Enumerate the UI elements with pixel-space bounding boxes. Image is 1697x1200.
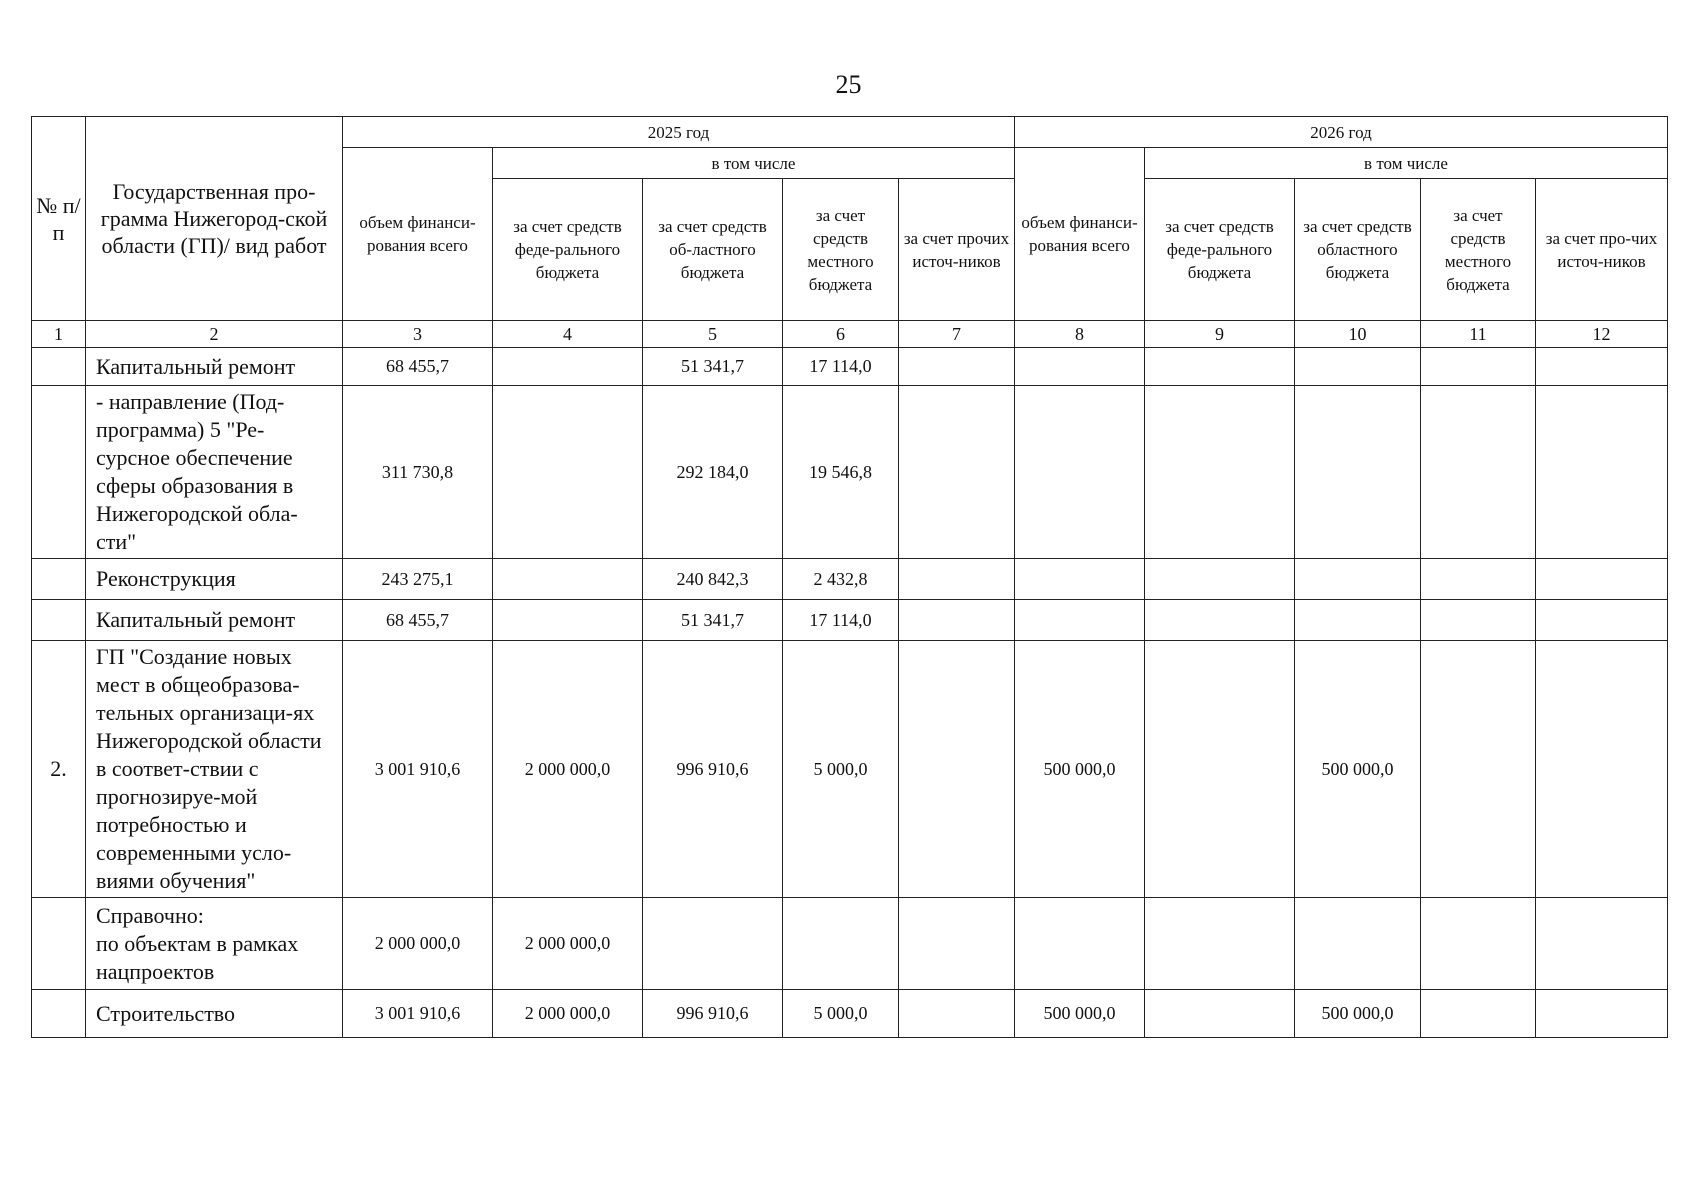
value-cell-c4: 2 000 000,0: [493, 990, 643, 1038]
value-cell-c5: 240 842,3: [643, 559, 783, 600]
value-cell-c10: [1295, 348, 1421, 386]
row-number-cell: 2.: [32, 641, 86, 898]
value-cell-c11: [1421, 559, 1536, 600]
value-cell-c3: 2 000 000,0: [343, 898, 493, 990]
header-federal-2026: за счет средств феде-рального бюджета: [1145, 179, 1295, 321]
header-local-2026: за счет средств местного бюджета: [1421, 179, 1536, 321]
value-cell-c10: 500 000,0: [1295, 990, 1421, 1038]
value-cell-c4: [493, 386, 643, 559]
value-cell-c4: 2 000 000,0: [493, 898, 643, 990]
value-cell-c3: 68 455,7: [343, 600, 493, 641]
value-cell-c12: [1536, 898, 1668, 990]
row-number-cell: [32, 898, 86, 990]
value-cell-c8: [1015, 898, 1145, 990]
value-cell-c7: [899, 559, 1015, 600]
column-number: 11: [1421, 321, 1536, 348]
value-cell-c6: 5 000,0: [783, 990, 899, 1038]
column-number: 9: [1145, 321, 1295, 348]
header-including-2025: в том числе: [493, 148, 1015, 179]
value-cell-c9: [1145, 600, 1295, 641]
table-row: [32, 990, 1668, 1038]
header-num: № п/п: [32, 117, 86, 321]
value-cell-c12: [1536, 348, 1668, 386]
value-cell-c10: [1295, 559, 1421, 600]
value-cell-c6: 19 546,8: [783, 386, 899, 559]
value-cell-c9: [1145, 348, 1295, 386]
value-cell-c5: 51 341,7: [643, 348, 783, 386]
value-cell-c10: [1295, 386, 1421, 559]
budget-table-container: [31, 116, 1668, 1038]
value-cell-c7: [899, 600, 1015, 641]
row-name-cell: Справочно: по объектам в рамках нацпроектов: [86, 898, 343, 990]
value-cell-c7: [899, 641, 1015, 898]
value-cell-c8: [1015, 559, 1145, 600]
value-cell-c7: [899, 386, 1015, 559]
value-cell-c5: 996 910,6: [643, 990, 783, 1038]
value-cell-c6: 2 432,8: [783, 559, 899, 600]
header-regional-2025: за счет средств об-ластного бюджета: [643, 179, 783, 321]
value-cell-c10: 500 000,0: [1295, 641, 1421, 898]
value-cell-c3: 68 455,7: [343, 348, 493, 386]
value-cell-c4: [493, 559, 643, 600]
value-cell-c6: 17 114,0: [783, 600, 899, 641]
value-cell-c12: [1536, 990, 1668, 1038]
column-number: 8: [1015, 321, 1145, 348]
value-cell-c3: 3 001 910,6: [343, 641, 493, 898]
column-number: 2: [86, 321, 343, 348]
value-cell-c11: [1421, 990, 1536, 1038]
column-number: 7: [899, 321, 1015, 348]
value-cell-c8: [1015, 600, 1145, 641]
value-cell-c9: [1145, 386, 1295, 559]
value-cell-c12: [1536, 559, 1668, 600]
value-cell-c5: [643, 898, 783, 990]
header-federal-2025: за счет средств феде-рального бюджета: [493, 179, 643, 321]
value-cell-c9: [1145, 898, 1295, 990]
budget-table: [31, 116, 1668, 1038]
value-cell-c12: [1536, 641, 1668, 898]
value-cell-c5: 51 341,7: [643, 600, 783, 641]
value-cell-c10: [1295, 600, 1421, 641]
column-number: 3: [343, 321, 493, 348]
row-name-cell: Капитальный ремонт: [86, 348, 343, 386]
value-cell-c6: [783, 898, 899, 990]
row-name-cell: Реконструкция: [86, 559, 343, 600]
table-row: [32, 386, 1668, 559]
row-name-cell: Капитальный ремонт: [86, 600, 343, 641]
value-cell-c5: 996 910,6: [643, 641, 783, 898]
value-cell-c7: [899, 348, 1015, 386]
value-cell-c7: [899, 990, 1015, 1038]
row-name-cell: Строительство: [86, 990, 343, 1038]
column-number: 5: [643, 321, 783, 348]
column-number: 6: [783, 321, 899, 348]
value-cell-c3: 311 730,8: [343, 386, 493, 559]
column-number: 12: [1536, 321, 1668, 348]
header-other-2025: за счет прочих источ-ников: [899, 179, 1015, 321]
value-cell-c8: [1015, 348, 1145, 386]
value-cell-c9: [1145, 559, 1295, 600]
header-local-2025: за счет средств местного бюджета: [783, 179, 899, 321]
header-total-2026: объем финанси-рования всего: [1015, 148, 1145, 321]
table-row: [32, 348, 1668, 386]
header-regional-2026: за счет средств областного бюджета: [1295, 179, 1421, 321]
header-other-2026: за счет про-чих источ-ников: [1536, 179, 1668, 321]
value-cell-c11: [1421, 641, 1536, 898]
table-row: [32, 559, 1668, 600]
value-cell-c6: 17 114,0: [783, 348, 899, 386]
value-cell-c6: 5 000,0: [783, 641, 899, 898]
value-cell-c9: [1145, 990, 1295, 1038]
header-including-2026: в том числе: [1145, 148, 1668, 179]
row-number-cell: [32, 600, 86, 641]
row-number-cell: [32, 990, 86, 1038]
value-cell-c5: 292 184,0: [643, 386, 783, 559]
column-number: 10: [1295, 321, 1421, 348]
table-body: [32, 321, 1668, 1038]
row-number-cell: [32, 348, 86, 386]
value-cell-c8: 500 000,0: [1015, 990, 1145, 1038]
value-cell-c7: [899, 898, 1015, 990]
column-number-row: [32, 321, 1668, 348]
row-name-cell: - направление (Под-программа) 5 "Ре-сурсное обеспечение сферы образования в Нижегородской обла-сти": [86, 386, 343, 559]
value-cell-c3: 243 275,1: [343, 559, 493, 600]
value-cell-c4: [493, 348, 643, 386]
table-row: [32, 641, 1668, 898]
value-cell-c8: 500 000,0: [1015, 641, 1145, 898]
value-cell-c4: 2 000 000,0: [493, 641, 643, 898]
page-number: 25: [835, 70, 862, 99]
row-number-cell: [32, 386, 86, 559]
table-row: [32, 898, 1668, 990]
value-cell-c8: [1015, 386, 1145, 559]
table-row: [32, 600, 1668, 641]
header-total-2025: объем финанси-рования всего: [343, 148, 493, 321]
value-cell-c12: [1536, 600, 1668, 641]
value-cell-c12: [1536, 386, 1668, 559]
row-name-cell: ГП "Создание новых мест в общеобразова-тельных организаци-ях Нижегородской области в соответ-ствии с прогнозируе-мой потребностью и современными усло-виями обучения": [86, 641, 343, 898]
header-year-2026: 2026 год: [1015, 117, 1668, 148]
row-number-cell: [32, 559, 86, 600]
value-cell-c11: [1421, 348, 1536, 386]
value-cell-c11: [1421, 386, 1536, 559]
value-cell-c9: [1145, 641, 1295, 898]
value-cell-c11: [1421, 898, 1536, 990]
header-year-2025: 2025 год: [343, 117, 1015, 148]
value-cell-c4: [493, 600, 643, 641]
header-program: Государственная про-грамма Нижегород-ской области (ГП)/ вид работ: [86, 117, 343, 321]
column-number: 1: [32, 321, 86, 348]
value-cell-c10: [1295, 898, 1421, 990]
value-cell-c11: [1421, 600, 1536, 641]
column-number: 4: [493, 321, 643, 348]
value-cell-c3: 3 001 910,6: [343, 990, 493, 1038]
